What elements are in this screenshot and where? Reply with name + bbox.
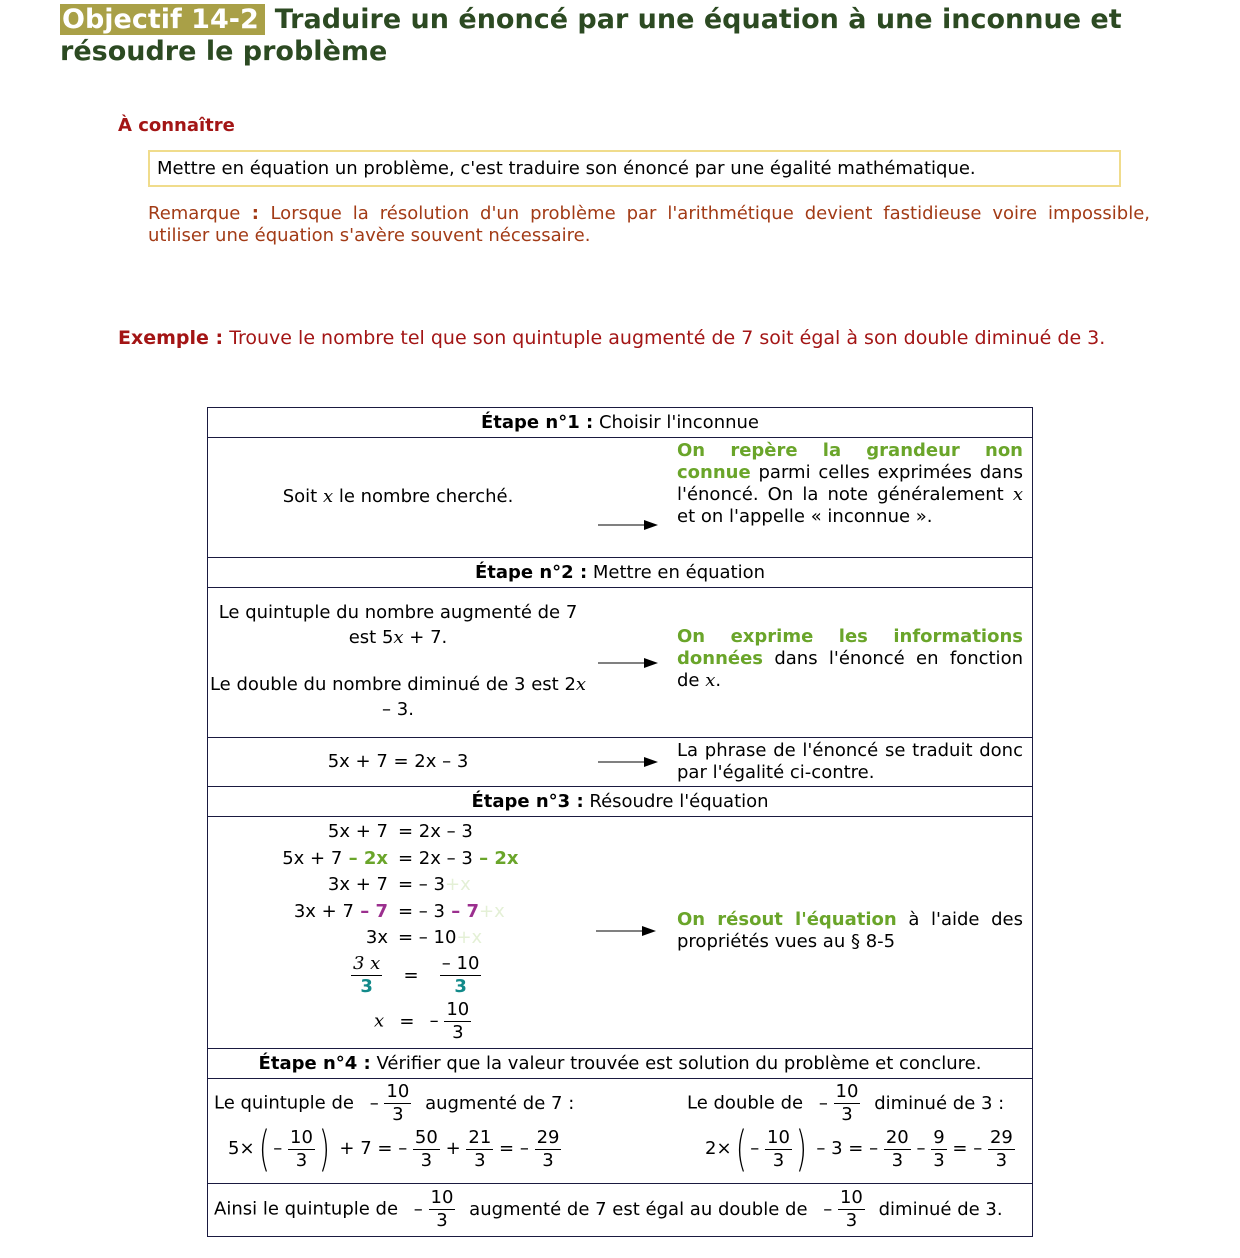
- minus: –: [750, 1138, 760, 1159]
- frac-lhs: [351, 953, 382, 998]
- minus: –: [818, 1092, 828, 1114]
- step3-right: [677, 909, 1023, 953]
- step2-row: [208, 588, 1032, 737]
- final-num: 10: [446, 999, 470, 1020]
- n1: 20: [885, 1126, 909, 1148]
- arrow-icon: [598, 518, 660, 532]
- plus: +: [445, 1138, 461, 1159]
- final-frac: [444, 999, 471, 1044]
- step1-label: Étape n°1 :: [480, 412, 594, 433]
- step3-right-green: On résout l'équation: [677, 909, 897, 930]
- step2-header: [208, 558, 1033, 588]
- final-minus: –: [429, 1010, 439, 1032]
- minus: –: [413, 1198, 423, 1220]
- n3: 29: [536, 1126, 560, 1148]
- solve-lhs: [294, 901, 388, 922]
- solve-rhs-main: = – 3: [398, 874, 445, 895]
- final-lhs: x: [374, 1010, 385, 1032]
- n3: 29: [989, 1126, 1013, 1148]
- conclusion: [214, 1187, 1003, 1232]
- step2-right: [677, 626, 1023, 692]
- remark-colon: :: [240, 203, 271, 224]
- five: 5: [228, 1138, 240, 1159]
- step4-label: Étape n°4 :: [258, 1053, 371, 1074]
- check-left-head-b: augmenté de 7 :: [425, 1092, 575, 1114]
- frac-fifty: [413, 1127, 440, 1172]
- solve-rhs: [398, 874, 471, 895]
- solve-rhs-main: = 2x – 3: [398, 847, 473, 869]
- check-right-calc: 2×( – $\frac{10}{3}$ ) – 3 = – $\frac{20}{3}$ – $\frac{9}{3}$ = – $\frac{29}{3}$: [705, 1121, 1013, 1177]
- frac-twentynine: [988, 1127, 1015, 1172]
- example-text: Trouve le nombre tel que son quintuple augmenté de 7 soit égal à son double diminué de 3.: [229, 327, 1106, 349]
- solve-lhs: [328, 874, 388, 895]
- solve-rhs-add: – 2x: [472, 847, 519, 869]
- ten: 10: [767, 1126, 790, 1148]
- remark-label: Remarque: [148, 203, 241, 224]
- solve-lhs: [282, 848, 388, 869]
- step2-left-line2: [208, 672, 588, 722]
- solve-rhs: [398, 848, 518, 869]
- step3-header: [208, 787, 1033, 817]
- frac-ten-thirds: [838, 1187, 865, 1232]
- objective-badge: Objectif 14-2: [60, 4, 265, 35]
- n1: 50: [414, 1126, 438, 1148]
- frac-ten-thirds: [384, 1081, 411, 1126]
- d2: 3: [474, 1149, 486, 1171]
- example: [118, 327, 1105, 349]
- plus7: + 7 =: [339, 1138, 393, 1159]
- step2-equation: 5x + 7 = 2x – 3: [327, 751, 469, 772]
- frac-rhs: [440, 953, 482, 998]
- eqminus: = –: [499, 1138, 529, 1159]
- d3: 3: [542, 1149, 554, 1171]
- know-heading: À connaître: [118, 115, 235, 136]
- three: 3: [772, 1149, 785, 1171]
- step2-right-text: dans l'énoncé en fonction de: [677, 648, 1023, 691]
- objective-title: Traduire un énoncé par une équation à une inconnue et résoudre le problème: [60, 4, 1122, 67]
- step1-left-b: le nombre cherché.: [338, 486, 514, 507]
- step1-right-x: x: [1012, 484, 1023, 505]
- step2-label: Étape n°2 :: [474, 562, 588, 583]
- frac-ten-thirds: [765, 1127, 792, 1172]
- step2-l2b: – 3.: [382, 699, 414, 720]
- step2-l1b: + 7.: [403, 627, 448, 648]
- step4-title: Vérifier que la valeur trouvée est solution du problème et conclure.: [376, 1053, 982, 1074]
- step2-right-end: .: [715, 670, 722, 691]
- solve-faint: +x: [479, 900, 505, 922]
- step2-right-green: On exprime les informations données: [677, 626, 1023, 669]
- solve-lhs-add: – 2x: [342, 847, 388, 869]
- arrow-icon: [596, 924, 658, 938]
- solve-rhs-main: = – 3: [398, 900, 445, 922]
- ten: 10: [839, 1187, 863, 1208]
- final-eq: =: [399, 1010, 415, 1032]
- step1-right: [677, 440, 1023, 528]
- frac-nine: [931, 1127, 946, 1172]
- times: ×: [239, 1138, 255, 1159]
- solve-lhs-main: 3x + 7: [327, 874, 388, 895]
- step3-label: Étape n°3 :: [471, 791, 584, 812]
- frac-twentyone: [466, 1127, 493, 1172]
- two: 2: [705, 1138, 717, 1159]
- solve-rhs-main: = 2x – 3: [398, 821, 473, 842]
- frac-rhs-num: – 10: [441, 953, 480, 974]
- times: ×: [716, 1138, 732, 1159]
- solve-rhs-add: +x: [456, 927, 483, 948]
- three: 3: [845, 1210, 858, 1231]
- solve-rhs-add: +x: [444, 874, 471, 895]
- frac-ten-thirds: [834, 1081, 861, 1126]
- conclusion-row: [208, 1184, 1032, 1236]
- final-den: 3: [452, 1022, 464, 1043]
- n2: 21: [468, 1126, 492, 1148]
- step3-right-text: à l'aide des propriétés vues au § 8-5: [677, 909, 1023, 952]
- example-label: Exemple :: [118, 327, 224, 349]
- step4-row: [208, 1079, 1032, 1183]
- step2-equation-row: [208, 738, 1032, 786]
- frac-ten-thirds: [429, 1187, 456, 1232]
- solve-line: [208, 901, 588, 925]
- solve-lhs-add: – 7: [353, 900, 388, 922]
- three: 3: [841, 1104, 853, 1125]
- solve-rhs: [398, 901, 505, 922]
- step2-l2x: x: [575, 674, 587, 695]
- check-right-head: [687, 1081, 1004, 1126]
- three: 3: [392, 1104, 404, 1125]
- definition-box: Mettre en équation un problème, c'est traduire son énoncé par une égalité mathématique.: [148, 150, 1121, 187]
- d1: 3: [420, 1149, 433, 1171]
- step1-left-a: Soit: [282, 486, 318, 507]
- remark: [148, 203, 1150, 247]
- solve-rhs: [398, 821, 473, 842]
- ten: 10: [430, 1187, 454, 1208]
- frac-ten-thirds: [288, 1127, 315, 1172]
- n2: 9: [933, 1126, 945, 1148]
- solve-line: [208, 821, 588, 845]
- d1: 3: [891, 1149, 904, 1171]
- step3-title: Résoudre l'équation: [589, 791, 769, 812]
- final-step: [374, 999, 471, 1044]
- minus: –: [369, 1092, 379, 1114]
- step2-left-line1: [208, 600, 588, 650]
- frac-step: [351, 953, 481, 998]
- ten: 10: [386, 1081, 410, 1102]
- step2-l1x: x: [393, 627, 404, 648]
- d3: 3: [995, 1149, 1008, 1171]
- minus: –: [916, 1138, 926, 1159]
- step1-right-text: parmi celles exprimées dans l'énoncé. On la note généralement: [677, 462, 1023, 505]
- step1-header: [208, 408, 1033, 438]
- step3-row: [208, 817, 1032, 1048]
- steps-table: [207, 407, 1033, 1237]
- step2-l2a: Le double du nombre diminué de 3 est 2: [209, 674, 576, 695]
- conclusion-a: Ainsi le quintuple de: [214, 1198, 399, 1220]
- minus: –: [273, 1138, 283, 1159]
- frac-twentynine: [535, 1127, 562, 1172]
- page-title: [60, 4, 1180, 68]
- solve-rhs-add: – 7: [444, 900, 480, 922]
- step1-right-green: On repère la grandeur non connue: [677, 440, 1023, 483]
- frac-rhs-den: 3: [454, 976, 467, 997]
- eqminus: = –: [952, 1138, 983, 1159]
- conclusion-c: diminué de 3.: [878, 1198, 1003, 1220]
- solve-line: [208, 848, 588, 872]
- three: 3: [295, 1149, 308, 1171]
- step1-row: [208, 438, 1032, 557]
- d2: 3: [933, 1149, 945, 1171]
- frac-lhs-den: 3: [360, 976, 373, 997]
- minus: –: [823, 1198, 833, 1220]
- frac-lhs-num: 3 x: [353, 953, 381, 974]
- solve-lhs-main: 3x: [365, 927, 388, 948]
- step4-header: [208, 1049, 1033, 1079]
- step2-right-x: x: [705, 670, 716, 691]
- minus: –: [869, 1138, 879, 1159]
- solve-rhs-main: = – 10: [398, 927, 457, 948]
- solve-lhs: [328, 821, 388, 842]
- solve-rhs: [398, 927, 482, 948]
- step1-right-text2: et on l'appelle « inconnue ».: [677, 506, 933, 527]
- arrow-icon: [598, 755, 660, 769]
- solve-lhs-main: 5x + 7: [327, 821, 388, 842]
- minus: –: [398, 1138, 408, 1159]
- check-left-head-a: Le quintuple de: [214, 1092, 354, 1114]
- conclusion-b: augmenté de 7 est égal au double de: [469, 1198, 808, 1220]
- arrow-icon: [598, 656, 660, 670]
- step1-left: [208, 486, 588, 507]
- step2-l1a: Le quintuple du nombre augmenté de 7 est 5: [218, 602, 578, 648]
- three: 3: [436, 1210, 448, 1231]
- solve-line: [208, 874, 588, 898]
- solve-line: [208, 927, 588, 951]
- minus3: – 3 =: [816, 1138, 864, 1159]
- solve-lhs-main: 5x + 7: [282, 847, 343, 869]
- step1-left-x: x: [322, 486, 334, 507]
- frac-eq: =: [403, 964, 419, 986]
- check-left-head: [214, 1081, 574, 1126]
- solve-lhs-main: 3x + 7: [293, 900, 354, 922]
- step2-title: Mettre en équation: [592, 562, 766, 583]
- check-right-head-a: Le double de: [687, 1092, 804, 1114]
- ten: 10: [290, 1126, 313, 1148]
- ten: 10: [835, 1081, 859, 1102]
- check-left-calc: 5×( – $\frac{10}{3}$ ) + 7 = – $\frac{50}{3}$ + $\frac{21}{3}$ = – $\frac{29}{3}$: [228, 1121, 560, 1177]
- step1-title: Choisir l'inconnue: [598, 412, 759, 433]
- solve-lhs: [366, 927, 388, 948]
- step2-left: [208, 600, 588, 722]
- step2-equation-note: La phrase de l'énoncé se traduit donc par l'égalité ci-contre.: [677, 740, 1023, 783]
- frac-twenty: [884, 1127, 911, 1172]
- check-right-head-b: diminué de 3 :: [874, 1092, 1005, 1114]
- remark-text: Lorsque la résolution d'un problème par l'arithmétique devient fastidieuse voire impossible, utiliser une équation s'avère souvent nécessaire.: [148, 203, 1150, 246]
